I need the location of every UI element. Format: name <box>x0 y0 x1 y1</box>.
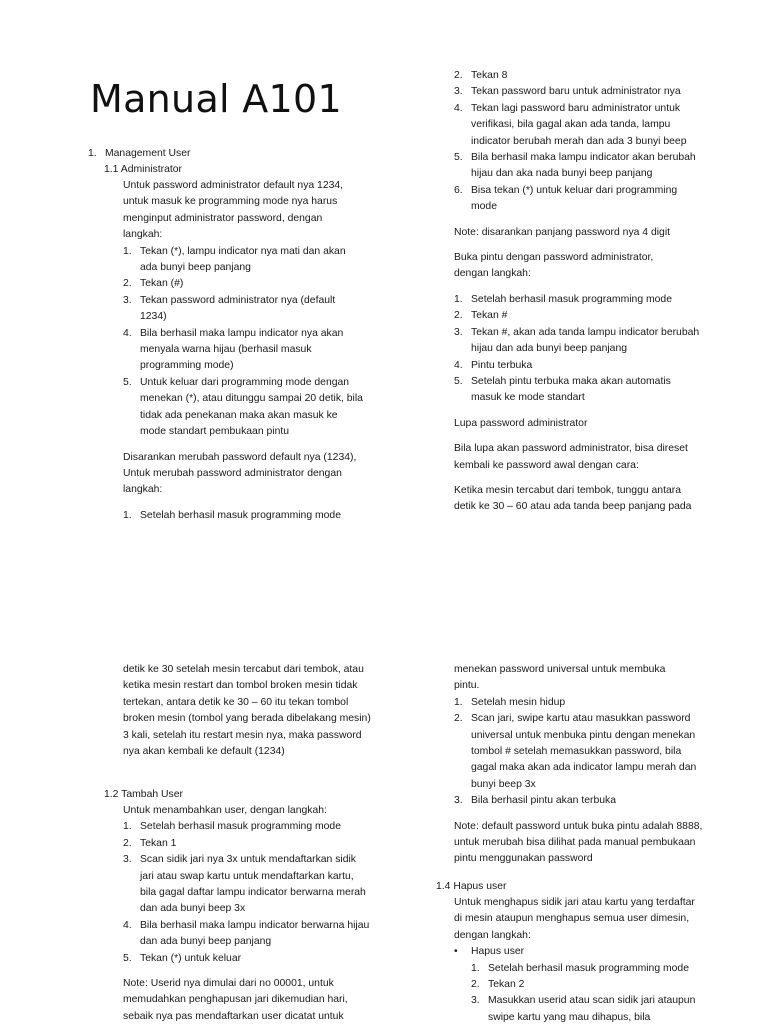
change-password-steps <box>454 68 704 216</box>
list-item: 3. Tekan #, akan ada tanda lampu indicator berubah hijau dan ada bunyi beep panjang <box>454 326 700 355</box>
list-item: 5. Setelah pintu terbuka maka akan automatis masuk ke mode standart <box>454 375 671 404</box>
add-user-content <box>123 803 371 1025</box>
add-user-steps <box>123 819 371 967</box>
universal-open-steps <box>454 695 704 810</box>
section-management-user <box>88 146 378 162</box>
default-password-note: Note: default password untuk buka pintu adalah 8888, untuk merubah bisa dilihat pada manual pembukaan pintu menggunakan password <box>454 820 703 865</box>
forgot-password-heading: Lupa password administrator <box>454 417 588 429</box>
admin-content <box>123 178 363 524</box>
list-item: 3. Tekan password administrator nya (default 1234) <box>123 294 336 323</box>
list-item: 1. Setelah berhasil masuk programming mode <box>454 293 672 305</box>
subsection-title: Tambah User <box>121 789 183 800</box>
list-item: 6. Bisa tekan (*) untuk keluar dari programming mode <box>454 184 678 213</box>
list-item: 5. Untuk keluar dari programming mode dengan menekan (*), atau ditunggu sampai 20 detik, bila tidak ada penekanan maka akan masuk ke mode standart pembukaan pintu <box>123 376 363 438</box>
admin-intro-paragraph: Untuk password administrator default nya 1234, untuk masuk ke programming mode nya harus menginput administrator password, dengan langkah: <box>123 180 344 241</box>
list-item: 1. Tekan (*), lampu indicator nya mati dan akan ada bunyi beep panjang <box>123 245 346 274</box>
add-user-note: Note: Userid nya dimulai dari no 00001, untuk memudahkan penghapusan jari dikemudian hari, sebaik nya pas mendaftarkan user dicatat untuk <box>123 978 348 1022</box>
list-item: 4. Bila berhasil maka lampu indicator berwarna hijau dan ada bunyi beep panjang <box>123 919 370 948</box>
list-item: 3. Scan sidik jari nya 3x untuk mendaftarkan sidik jari atau swap kartu untuk mendaftarkan kartu, bila gagal daftar lampu indicator berwarna merah dan ada bunyi beep 3x <box>123 854 366 915</box>
list-item: 1. Setelah berhasil masuk programming mode <box>471 962 689 974</box>
document-title: Manual A101 <box>90 77 342 121</box>
subsection-title: Administrator <box>120 164 182 175</box>
bullet-item: • Hapus user <box>454 944 704 960</box>
list-item: 3. Masukkan userid atau scan sidik jari ataupun swipe kartu yang mau dihapus, bila <box>471 995 696 1023</box>
section-title: Management User <box>105 148 191 159</box>
change-password-intro: Disarankan merubah password default nya (1234), Untuk merubah password administrator dengan langkah: <box>123 451 357 496</box>
list-item: 1. Setelah mesin hidup <box>454 696 566 708</box>
right-column-top <box>454 68 704 516</box>
list-item: 3. Bila berhasil pintu akan terbuka <box>454 795 616 807</box>
admin-login-steps <box>123 244 363 441</box>
section-heading <box>88 146 378 162</box>
list-item: 3. Tekan password baru untuk administrator nya <box>454 86 681 98</box>
subsection-delete-user <box>436 879 706 895</box>
note-password-length: Note: disarankan panjang password nya 4 digit <box>454 226 671 238</box>
list-item: 2. Tekan (#) <box>123 278 184 290</box>
list-item: 2. Tekan 8 <box>454 70 508 81</box>
list-item: 5. Bila berhasil maka lampu indicator akan berubah hijau dan aka nada bunyi beep panjang <box>454 152 696 180</box>
open-door-intro: Buka pintu dengan password administrator, dengan langkah: <box>454 252 654 280</box>
list-item: 4. Bila berhasil maka lampu indicator nya akan menyala warna hijau (berhasil masuk programming mode) <box>123 327 344 372</box>
section-number: 1. <box>88 148 97 159</box>
list-item: 5. Tekan (*) untuk keluar <box>123 952 242 964</box>
list-item: 2. Tekan # <box>454 310 508 322</box>
list-item: 1. Setelah berhasil masuk programming mode <box>123 509 341 521</box>
subsection-administrator <box>104 162 374 178</box>
reset-continuation <box>123 662 371 760</box>
reset-continued-paragraph: detik ke 30 setelah mesin tercabut dari tembok, atau ketika mesin restart dan tombol broken mesin tidak tertekan, antara detik ke 30 – 60 itu tekan tombol broken mesin (tombol yang berada dibelakang mesin) 3 kali, setelah itu restart mesin nya, maka password nya akan kembali ke default (1234) <box>123 664 371 758</box>
right-column-bottom <box>454 662 704 868</box>
delete-user-intro: Untuk menghapus sidik jari atau kartu yang terdaftar di mesin ataupun menghapus semua user dimesin, dengan langkah: <box>454 897 695 941</box>
universal-password-paragraph: menekan password universal untuk membuka pintu. <box>454 664 666 692</box>
subsection-number: 1.1 <box>104 164 119 175</box>
list-item: 2. Tekan 1 <box>123 837 177 849</box>
open-door-steps <box>454 292 704 407</box>
subsection-add-user <box>104 787 374 803</box>
delete-user-steps <box>454 961 704 1026</box>
add-user-intro: Untuk menambahkan user, dengan langkah: <box>123 805 327 816</box>
reset-paragraph: Ketika mesin tercabut dari tembok, tunggu antara detik ke 30 – 60 atau ada tanda beep panjang pada <box>454 484 692 513</box>
list-item: 4. Tekan lagi password baru administrator untuk verifikasi, bila gagal akan ada tanda, lampu indicator berubah merah dan ada 3 bunyi beep <box>454 102 687 147</box>
list-item: 2. Tekan 2 <box>471 979 525 991</box>
list-item: 1. Setelah berhasil masuk programming mode <box>123 821 341 833</box>
list-item: 4. Pintu terbuka <box>454 359 533 371</box>
subsection-title: Hapus user <box>453 881 507 892</box>
forgot-password-paragraph: Bila lupa akan password administrator, bisa direset kembali ke password awal dengan cara: <box>454 443 688 471</box>
list-item: 2. Scan jari, swipe kartu atau masukkan password universal untuk menbuka pintu dengan menekan tombol # setelah memasukkan password, bila gagal maka akan ada indicator lampu merah dan bunyi beep 3x <box>454 713 697 790</box>
subsection-number: 1.2 <box>104 789 119 800</box>
bullet-icon: • <box>454 946 458 958</box>
delete-user-content <box>454 895 704 1026</box>
subsection-number: 1.4 <box>436 881 451 892</box>
